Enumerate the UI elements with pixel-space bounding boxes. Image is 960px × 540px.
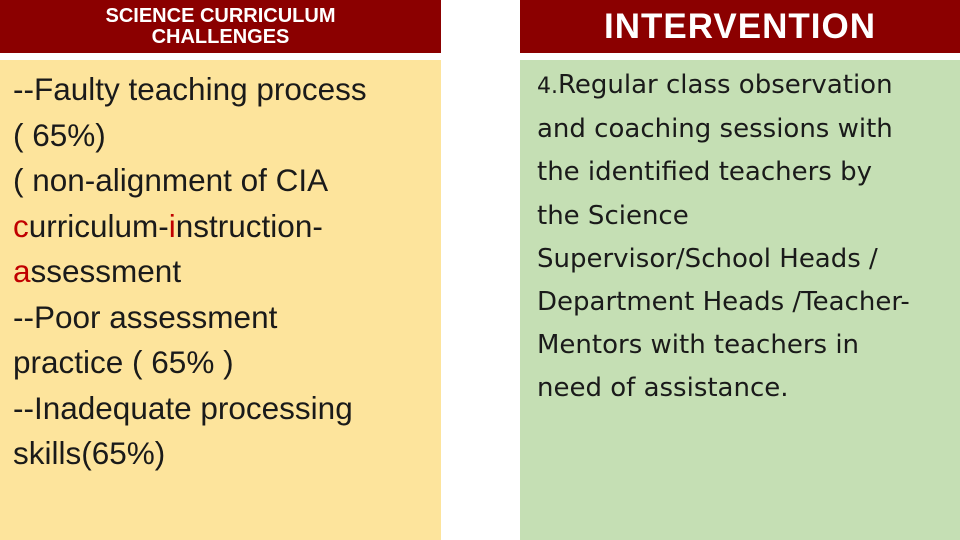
challenges-panel [0, 60, 441, 540]
cia-word-assessment: ssessment [30, 253, 182, 289]
cia-letter-a: a [13, 253, 31, 289]
intervention-line: the identified teachers by [537, 157, 872, 188]
intervention-panel [520, 60, 960, 540]
intervention-line: need of assistance. [537, 373, 789, 404]
challenge-line: skills(65%) [13, 435, 166, 471]
intervention-line: Department Heads /Teacher- [537, 287, 910, 318]
challenges-header [0, 0, 441, 53]
intervention-line [537, 64, 960, 108]
cia-word-curriculum: urriculum- [28, 207, 169, 244]
intervention-text: Regular class observation [558, 70, 893, 100]
challenge-line: --Poor assessment [13, 298, 278, 335]
challenge-line: --Inadequate processing [13, 389, 353, 426]
challenge-line: practice ( 65% ) [13, 344, 234, 380]
challenge-line: ( 65%) [13, 116, 106, 153]
challenge-line-cia [13, 249, 441, 295]
challenge-line: ( non-alignment of CIA [13, 162, 329, 198]
cia-word-instruction: nstruction- [175, 207, 323, 244]
intervention-header: INTERVENTION [520, 0, 960, 53]
intervention-line: Mentors with teachers in [537, 330, 860, 361]
challenges-header-line-1: SCIENCE CURRICULUM [105, 4, 336, 27]
intervention-number: 4. [537, 74, 558, 99]
intervention-line: the Science [537, 200, 689, 231]
challenges-header-line-2: CHALLENGES [151, 25, 290, 48]
challenge-line: --Faulty teaching process [13, 71, 367, 107]
intervention-line: and coaching sessions with [537, 114, 893, 145]
intervention-line: Supervisor/School Heads / [537, 243, 878, 274]
cia-letter-c: c [13, 207, 29, 244]
cia-letter-i: i [168, 207, 176, 244]
challenge-line-cia [13, 204, 441, 250]
